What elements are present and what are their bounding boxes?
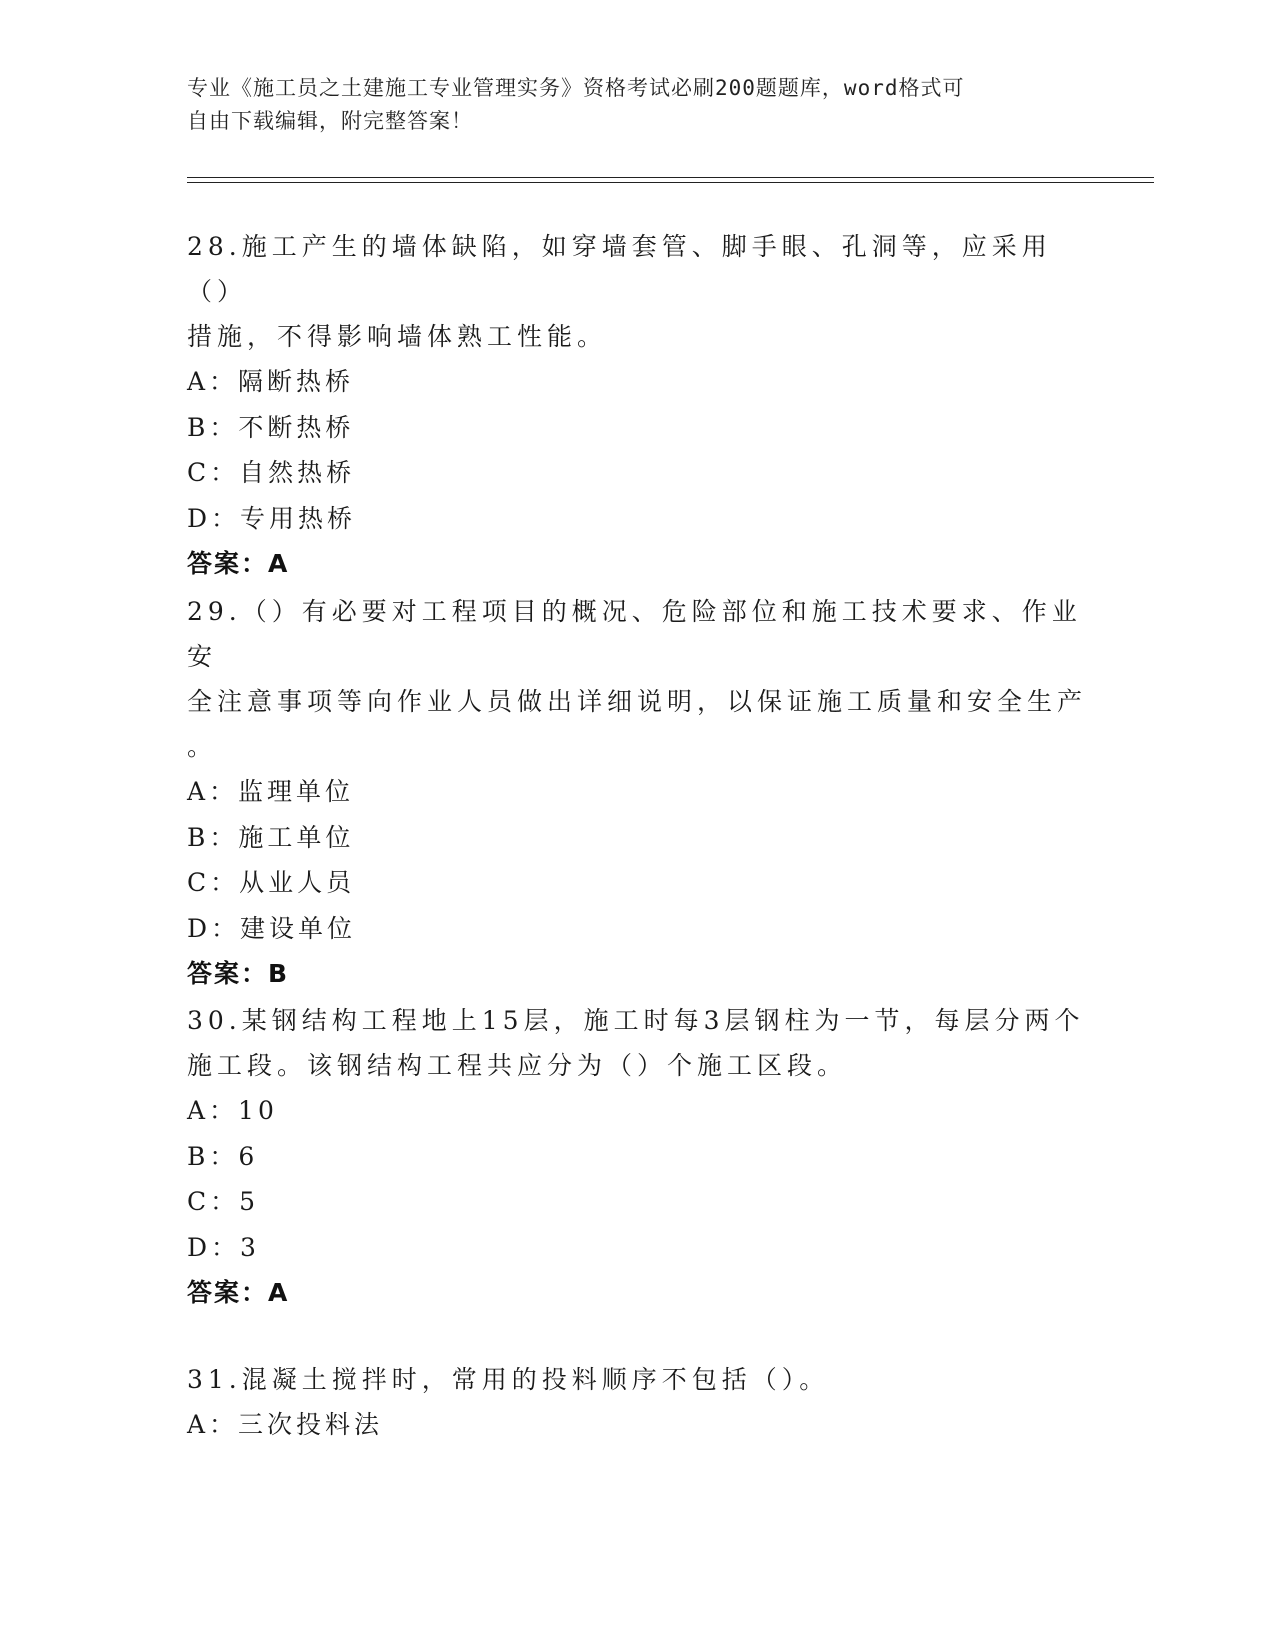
- question-28: [187, 224, 1087, 586]
- option-c: C：从业人员: [187, 868, 356, 897]
- option-a: A：隔断热桥: [187, 367, 355, 396]
- option-d: D：专用热桥: [187, 503, 357, 533]
- header-line-2: 自由下载编辑，附完整答案！: [187, 109, 473, 133]
- question-30: [187, 998, 1087, 1315]
- question-29: [187, 589, 1087, 996]
- option-d: D：建设单位: [187, 913, 357, 943]
- question-text-line: 全注意事项等向作业人员做出详细说明，以保证施工质量和安全生产: [187, 687, 1088, 716]
- option-b: B：不断热桥: [187, 412, 355, 442]
- question-text-line: 施工段。该钢结构工程共应分为（）个施工区段。: [187, 1051, 848, 1080]
- option-a: A：三次投料法: [187, 1410, 384, 1439]
- answer: 答案：A: [187, 1278, 290, 1307]
- option-c: C：自然热桥: [187, 458, 356, 487]
- option-d: D：3: [187, 1232, 260, 1262]
- answer: 答案：A: [187, 549, 290, 578]
- question-text-line: 29.（）有必要对工程项目的概况、危险部位和施工技术要求、作业安: [187, 597, 1082, 671]
- header-divider-bottom: [187, 182, 1154, 183]
- question-text-line: 。: [187, 732, 218, 761]
- question-text-line: 30.某钢结构工程地上15层，施工时每3层钢柱为一节，每层分两个: [187, 1006, 1085, 1035]
- option-b: B：施工单位: [187, 822, 355, 852]
- question-text-line: 28.施工产生的墙体缺陷，如穿墙套管、脚手眼、孔洞等，应采用（）: [187, 232, 1052, 306]
- option-a: A：10: [187, 1096, 278, 1125]
- question-31: [187, 1357, 1087, 1448]
- option-b: B：6: [187, 1141, 259, 1171]
- question-text-line: 31.混凝土搅拌时，常用的投料顺序不包括（）。: [187, 1365, 830, 1394]
- document-header: [187, 72, 1067, 138]
- answer: 答案：B: [187, 959, 290, 988]
- option-a: A：监理单位: [187, 777, 355, 806]
- option-c: C：5: [187, 1187, 260, 1216]
- header-line-1: 专业《施工员之土建施工专业管理实务》资格考试必刷200题题库，word格式可: [187, 76, 965, 100]
- header-divider-top: [187, 177, 1154, 178]
- question-text-line: 措施，不得影响墙体熟工性能。: [187, 322, 608, 351]
